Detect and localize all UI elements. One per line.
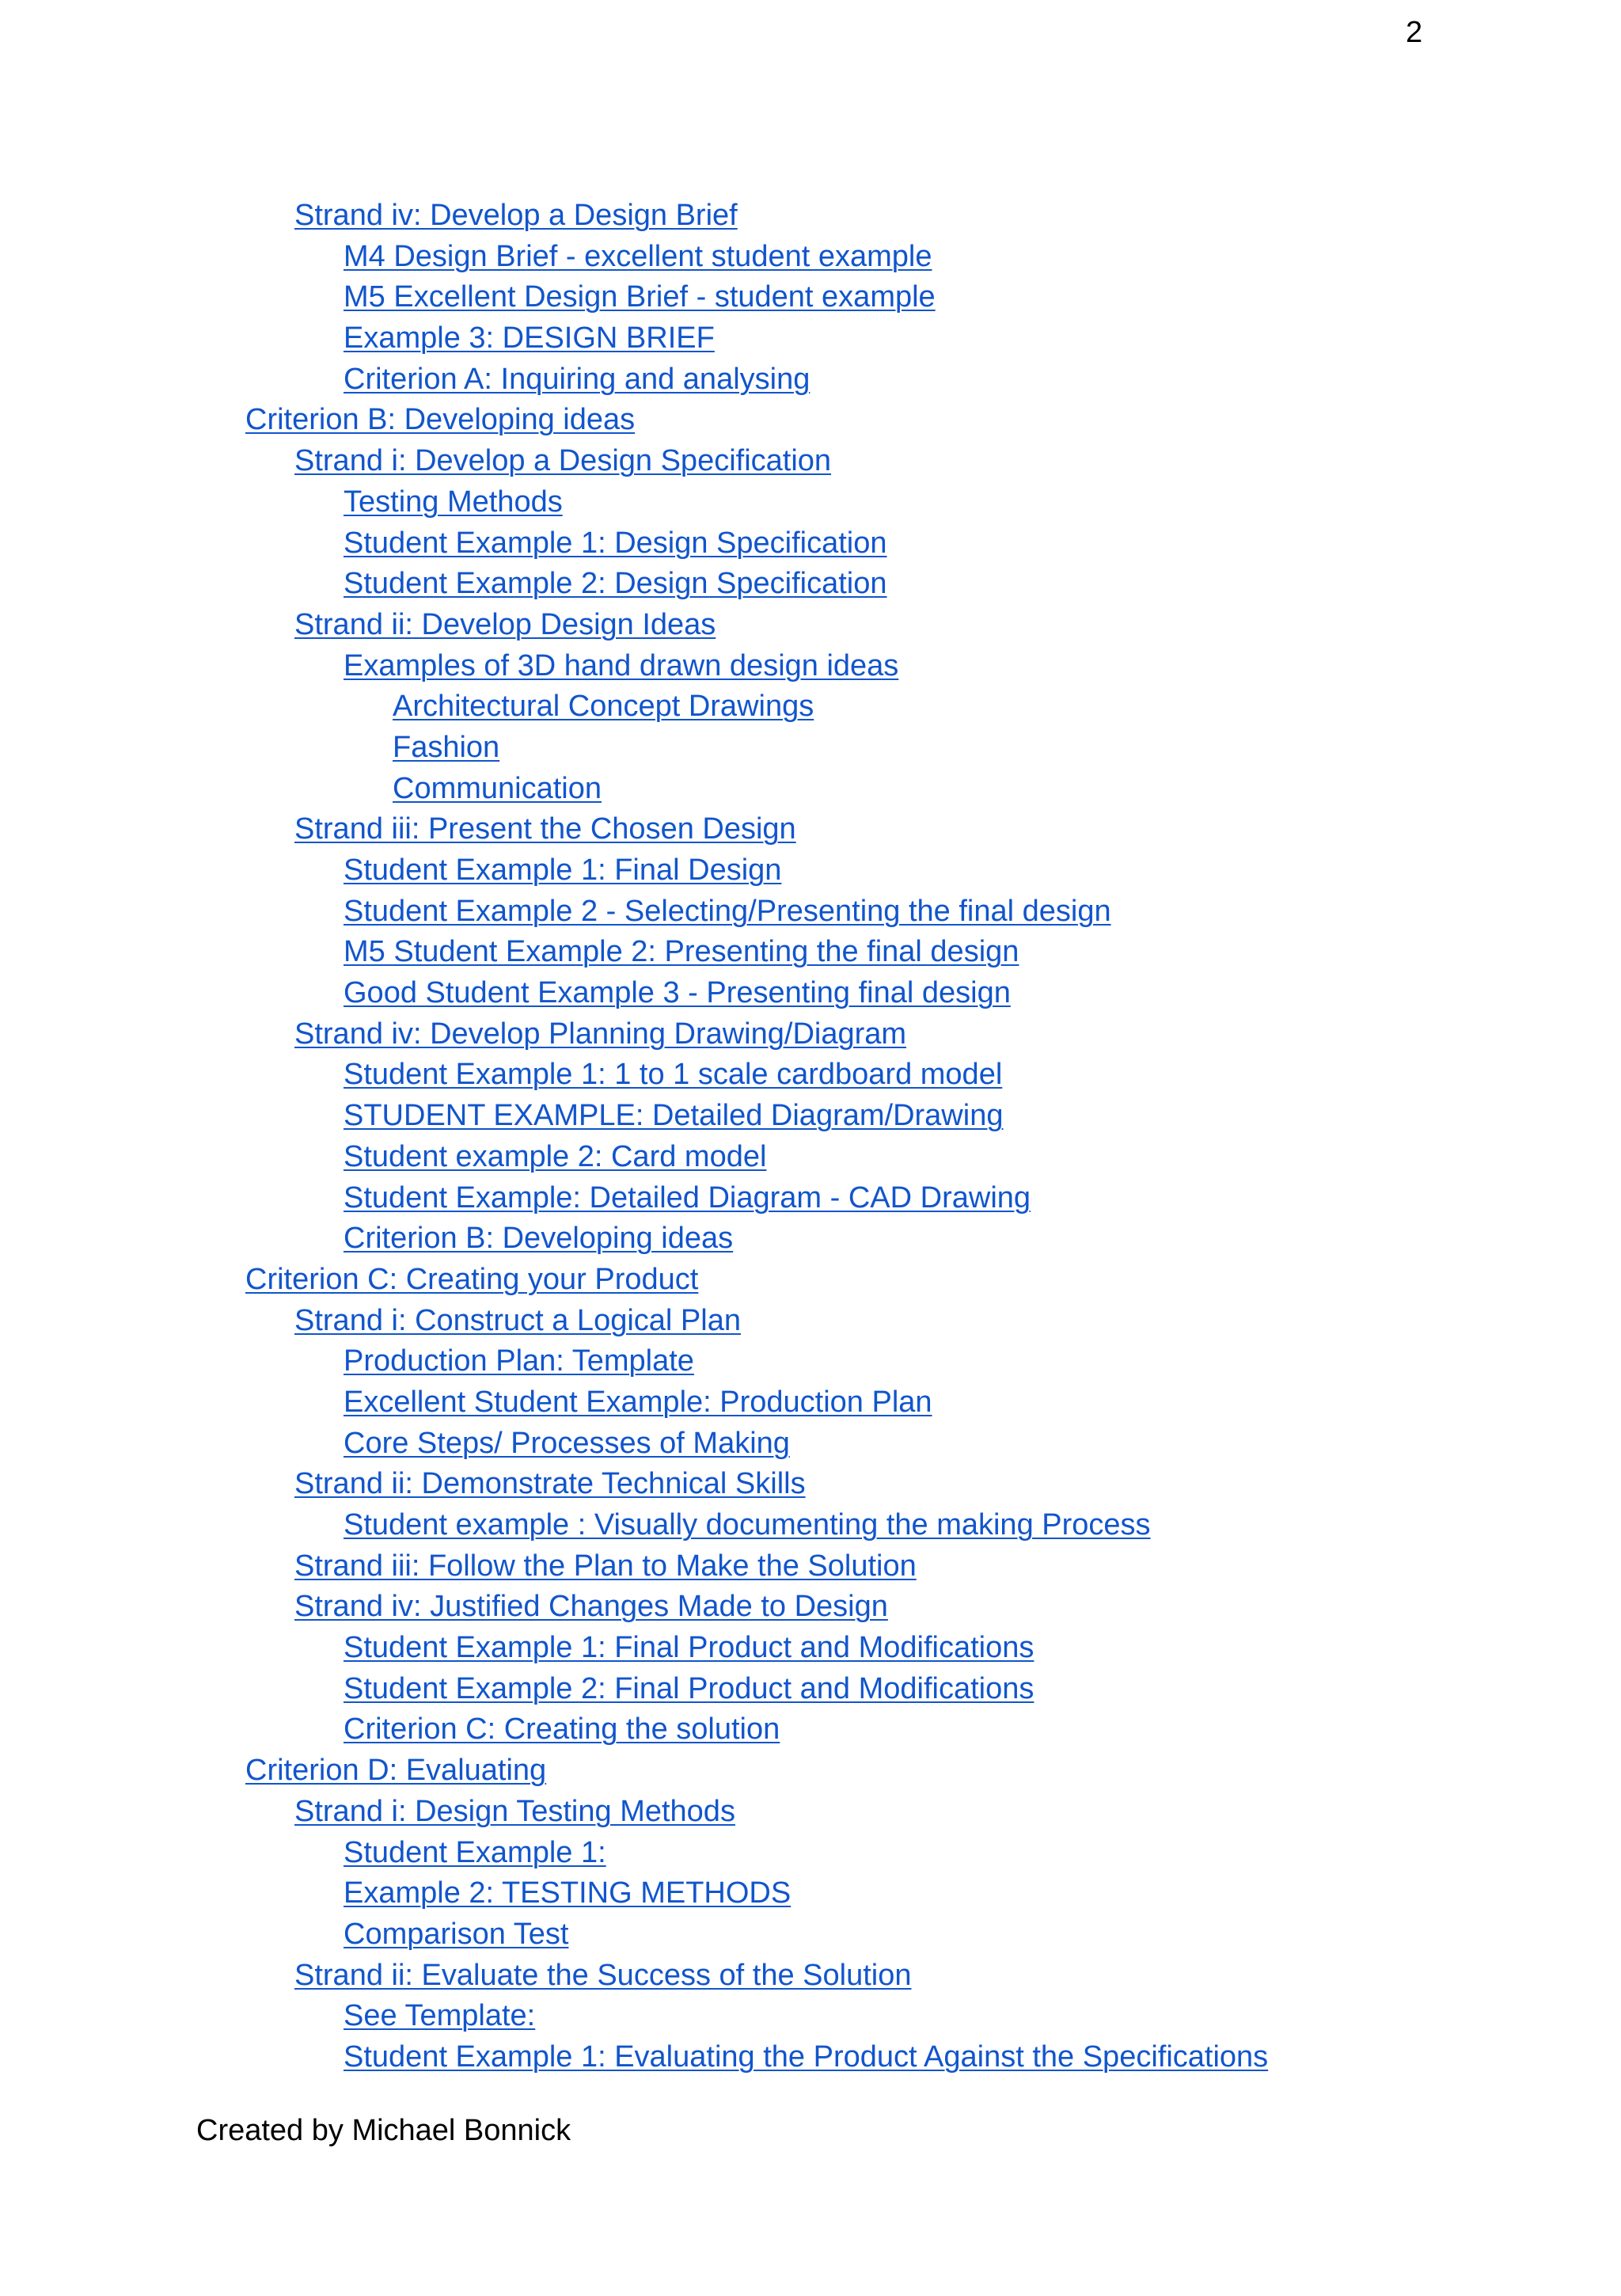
toc-link[interactable]: M5 Excellent Design Brief - student example [344,280,936,314]
toc-entry [0,1914,1268,1956]
toc-entry [0,1751,1268,1792]
toc-entry [0,605,1268,646]
toc-link[interactable]: Student Example: Detailed Diagram - CAD Drawing [344,1180,1031,1215]
toc-link[interactable]: Student Example 1: 1 to 1 scale cardboard model [344,1058,1003,1092]
toc-link[interactable]: Strand i: Construct a Logical Plan [294,1303,741,1337]
toc-link[interactable]: See Template: [344,1999,536,2033]
toc-entry [0,1833,1268,1874]
toc-entry [0,1628,1268,1669]
toc-entry [0,2037,1268,2078]
toc-link[interactable]: Example 2: TESTING METHODS [344,1876,792,1910]
toc-link[interactable]: Strand iv: Develop Planning Drawing/Diagram [294,1017,907,1051]
toc-link[interactable]: Student Example 1: Final Product and Modifications [344,1631,1034,1665]
toc-link[interactable]: Student Example 1: [344,1835,606,1869]
toc-link[interactable]: Strand iv: Justified Changes Made to Design [294,1590,888,1624]
toc-entry [0,686,1268,728]
toc-entry [0,564,1268,605]
toc-entry [0,728,1268,769]
toc-link[interactable]: Strand iii: Follow the Plan to Make the Solution [294,1549,917,1583]
toc-link[interactable]: Strand i: Design Testing Methods [294,1794,735,1828]
toc-link[interactable]: Criterion C: Creating your Product [245,1262,699,1296]
footer-credit: Created by Michael Bonnick [196,2114,571,2147]
toc-entry [0,1709,1268,1751]
toc-link[interactable]: Criterion B: Developing ideas [245,403,636,437]
toc-entry [0,1546,1268,1587]
toc-entry [0,1096,1268,1137]
toc-link[interactable]: Student Example 2: Final Product and Modifications [344,1671,1034,1705]
toc-entry [0,1055,1268,1096]
table-of-contents [0,196,1268,2078]
page-number: 2 [1406,16,1423,49]
toc-link[interactable]: Strand ii: Evaluate the Success of the Solution [294,1958,912,1992]
toc-entry [0,441,1268,482]
toc-link[interactable]: Example 3: DESIGN BRIEF [344,321,715,355]
toc-link[interactable]: Student Example 1: Final Design [344,853,782,887]
toc-entry [0,769,1268,810]
toc-entry [0,318,1268,359]
toc-entry [0,1260,1268,1301]
toc-entry [0,1341,1268,1382]
toc-entry [0,809,1268,850]
toc-link[interactable]: Criterion D: Evaluating [245,1754,547,1788]
toc-link[interactable]: M4 Design Brief - excellent student example [344,239,932,273]
toc-entry [0,196,1268,237]
toc-entry [0,1218,1268,1260]
toc-link[interactable]: Criterion B: Developing ideas [344,1222,734,1256]
toc-entry [0,1424,1268,1465]
toc-link[interactable]: Student example 2: Card model [344,1139,767,1173]
toc-entry [0,1587,1268,1628]
toc-link[interactable]: Core Steps/ Processes of Making [344,1426,790,1460]
toc-entry [0,1301,1268,1342]
toc-entry [0,1669,1268,1710]
toc-link[interactable]: Comparison Test [344,1917,569,1951]
toc-entry [0,1382,1268,1424]
toc-entry [0,523,1268,564]
toc-entry [0,932,1268,973]
toc-link[interactable]: Criterion A: Inquiring and analysing [344,362,810,396]
toc-entry [0,482,1268,523]
toc-link[interactable]: STUDENT EXAMPLE: Detailed Diagram/Drawing [344,1099,1004,1133]
toc-link[interactable]: Testing Methods [344,485,563,519]
toc-entry [0,237,1268,278]
toc-entry [0,1014,1268,1055]
toc-link[interactable]: Excellent Student Example: Production Plan [344,1385,932,1419]
toc-entry [0,1505,1268,1546]
toc-link[interactable]: Criterion C: Creating the solution [344,1712,780,1747]
toc-entry [0,850,1268,891]
toc-entry [0,359,1268,401]
toc-entry [0,1996,1268,2037]
toc-entry [0,1137,1268,1178]
toc-link[interactable]: Communication [393,771,602,805]
toc-entry [0,1178,1268,1219]
toc-link[interactable]: Good Student Example 3 - Presenting final design [344,976,1011,1010]
toc-link[interactable]: Strand iii: Present the Chosen Design [294,812,796,846]
toc-link[interactable]: Strand iv: Develop a Design Brief [294,199,738,232]
toc-entry [0,1464,1268,1505]
toc-link[interactable]: M5 Student Example 2: Presenting the final design [344,935,1019,969]
toc-entry [0,1792,1268,1833]
toc-link[interactable]: Student Example 2: Design Specification [344,567,887,601]
toc-link[interactable]: Student Example 1: Evaluating the Product Against the Specifications [344,2039,1269,2074]
toc-entry [0,1956,1268,1997]
toc-link[interactable]: Fashion [393,730,500,764]
toc-link[interactable]: Student Example 2 - Selecting/Presenting the final design [344,894,1111,928]
toc-entry [0,1873,1268,1914]
toc-link[interactable]: Strand i: Develop a Design Specification [294,444,832,478]
toc-link[interactable]: Strand ii: Demonstrate Technical Skills [294,1467,806,1501]
toc-link[interactable]: Examples of 3D hand drawn design ideas [344,648,899,682]
toc-entry [0,891,1268,933]
toc-link[interactable]: Student Example 1: Design Specification [344,526,887,560]
toc-entry [0,646,1268,687]
toc-entry [0,973,1268,1014]
toc-entry [0,400,1268,441]
toc-link[interactable]: Strand ii: Develop Design Ideas [294,607,716,641]
toc-link[interactable]: Production Plan: Template [344,1344,694,1378]
toc-link[interactable]: Architectural Concept Drawings [393,690,814,724]
toc-link[interactable]: Student example : Visually documenting the making Process [344,1508,1151,1541]
toc-entry [0,277,1268,318]
